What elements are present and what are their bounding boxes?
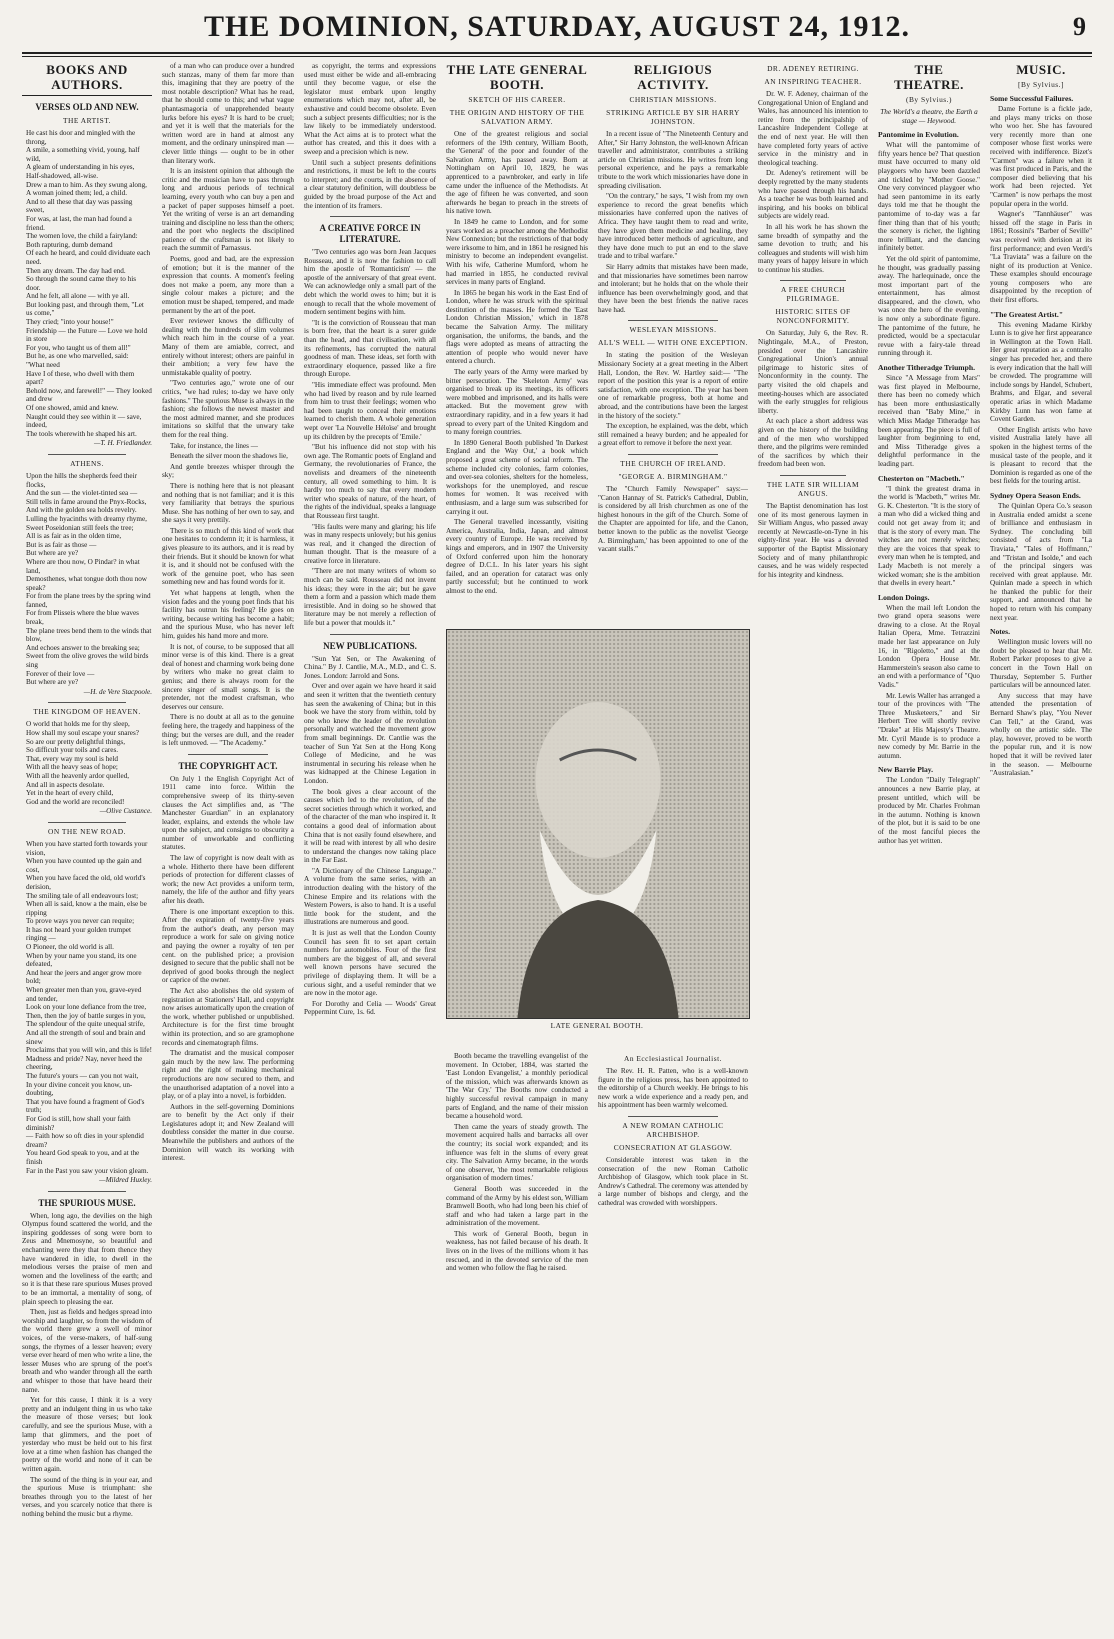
poem-line: Madness and pride? Nay, never heed the cheering, [26,1054,143,1072]
article-dr-adeney [758,90,868,274]
poem-line: When greater men than you, grave-eyed and tender, [26,986,142,1003]
rc-title: A NEW ROMAN CATHOLIC ARCHBISHOP. [622,1120,724,1139]
poem-line: Sweet Poseidonian still feels the tree; [26,523,134,532]
poem-signature: —T. H. Friedlander. [94,439,152,448]
poem-kingdom [22,720,152,806]
theatre-section-title: Another Titheradge Triumph. [878,363,975,373]
article-roman-catholic-archbishop [598,1156,748,1208]
article-paragraph: "It is the conviction of Rousseau that man is born free, that the heart is a surer guide than the head, and that civilisation, with all its refinements, has corrupted the natural goodness of man. These ideas, set forth with extraordinary eloquence, passed like a fire through Europe. [304,318,436,379]
adeney-title: DR. ADENEY RETIRING. [767,64,859,73]
article-paragraph: "On the contrary," he says, "I wish from my own experience to record the great benefits which missionaries have conferred upon the natives of Africa. They have taught them to read and write, they have given them medicine and healing, they have introduced better methods of agriculture, and they have done much to put an end to the slave trade and to tribal warfare." [598,192,748,261]
poem-line: All is as fair as in the olden time, [26,532,122,541]
article-paragraph: Dr. W. F. Adeney, chairman of the Congregational Union of England and Wales, has announced his intention to retire from the principalship of Lancashire Independent College at the end of next year. He will then have completed forty years of active service in the ministry and in theological teaching. [758,90,868,167]
article-continued-text [304,62,436,210]
article-paragraph: Booth became the travelling evangelist of the movement. In October, 1884, was started the 'East London Evangelist,' a monthly periodical of the mission, which was afterwards known as 'The War Cry.' The Booths now conducted a highly successful revival campaign in many parts of England, and the name of their mission became a household word. [446,1052,588,1121]
article-paragraph: The dramatist and the musical composer gain much by the new law. The performing right and the right of making mechanical reproductions are now secured to them, and the unauthorised adaptation of a novel into a play, or of a play into a novel, is forbidden. [162,1049,294,1101]
poem-line: "What need [26,361,60,370]
article-paragraph: On July 1 the English Copyright Act of 1911 came into force. Within the comprehensive sweep of its thirty-seven clauses the Act simplifies and, as "The Manchester Guardian" in an explanatory leader, explains, and extends the whole law upon the subject, and consigns to obscurity a number of unworkable and conflicting statutes. [162,774,294,852]
theatre-section-title: London Doings. [878,592,930,602]
column-music [990,62,1092,1627]
music-paragraph: Any success that may have attended the presentation of Bernard Shaw's play, "You Never Can Tell," at the Grand, was wholly on the artistic side. The play, however, proved to be worth the popular run, and it is now hoped that it will be revived later in the season. — Melbourne "Australasian." [990,691,1092,778]
adeney-subtitle: AN INSPIRING TEACHER. [764,77,862,86]
article-paragraph: In stating the position of the Wesleyan Missionary Society at a great meeting in the Albert Hall, London, the Rev. W. Hartley said:— "The report of the position this year is a report of entire satisfaction, with one exception. The year has been one of remarkable progress, both at home and abroad, and the contributions have been the largest in the history of the society." [598,351,748,420]
ireland-title: THE CHURCH OF IRELAND. [620,459,726,468]
poem-line: And to all these that day was passing sweet, [26,197,133,215]
music-section-title: Some Successful Failures. [990,94,1074,103]
poem-line: That, every way my soul is held [26,754,119,763]
article-paragraph: The sound of the thing is in your ear, and the spurious Muse is triumphant: she breathes through you to the latest of her verses, and you scarcely notice that there is nothing behind the music but a rhyme. [22,1475,152,1518]
journalist-title: An Ecclesiastical Journalist. [623,1054,723,1063]
masthead-title: THE DOMINION, SATURDAY, AUGUST 24, 1912. [204,10,910,43]
poem-title-artist: THE ARTIST. [62,116,112,125]
poem-line: The splendour of the quite unequal strife, [26,1020,145,1029]
poem-line: The smiling tale of all endeavours lost; [26,891,139,900]
poem-line: When you have started forth towards your vision, [26,839,148,857]
column-books-continued [162,62,294,1627]
poem-line: Half-shadowed, all-wise. [26,171,99,180]
article-free-church-pilgrimage [758,329,868,469]
music-sections [990,94,1092,778]
poem-line: A smile, a something vivid, young, half wild, [26,146,140,163]
article-paragraph: "Two centuries ago was born Jean Jacques Rousseau, and it is now the fashion to call him the apostle of 'Romanticism' — the apostle of the anniversary of that great event. We can acknowledge only a small part of the debt which the world owes to him; but it is enough to recall that the whole movement of modern sentiment begins with him. [304,248,436,317]
poem-signature: —Olive Custance. [99,807,152,816]
article-paragraph: "There are not many writers of whom so much can be said. Rousseau did not invent his ideas; they were in the air; but he gave them a form and a passion which made them irresistible. And in doing so he showed that literature may be not merely a reflection of life but a power that moulds it." [304,567,436,628]
poem-line: Drew a man to him. As they swung along, [26,180,147,189]
poem-line: You heard God speak to you, and at the finish [26,1149,140,1166]
article-paragraph: The Baptist denomination has lost one of its most generous laymen in Sir William Angus, who passed away recently at Newcastle-on-Tyne in his eighty-first year. He was a devoted supporter of the Baptist Missionary Society and of many philanthropic causes, and he was widely respected for his integrity and kindness. [758,501,868,579]
article-copyright-act [162,775,294,1163]
article-paragraph: General Booth was succeeded in the command of the Army by his eldest son, William Bramwell Booth, who had long been his chief of staff and who had taken a large part in the administration of the movement. [446,1184,588,1228]
article-paragraph: The Rev. H. R. Patten, who is a well-known figure in the religious press, has been appointed to the editorship of a Church weekly. He brings to his new work a wide experience and a ready pen, and his appointment has been warmly welcomed. [598,1067,748,1110]
poem-line: A gleam of understanding in his eyes, [26,163,135,172]
article-paragraph: There is so much of this kind of work that one hesitates to condemn it; it is harmless, it gives pleasure to its authors, and it is read by their friends. But it should be known for what it is, and it should not be confused with the work of the genuine poet, who has seen something new and has found words for it. [162,526,294,587]
theatre-sections [878,130,980,845]
music-paragraph: Dame Fortune is a fickle jade, and plays many tricks on those who woo her. She has favoured very recently more than one composer whose first works were received with indifference. Bizet's "Carmen" was a failure when it was first produced in Paris, and the composer died believing that his work had been rejected. Yet "Carmen" is now perhaps the most popular opera in the world. [990,105,1092,208]
religious-heading: RELIGIOUS ACTIVITY. [633,62,713,92]
article-general-booth [446,130,588,595]
poem-line: To prove ways you never can requite; [26,917,135,926]
poem-line: For from Plisseis where the blue waves break, [26,609,139,627]
booth-caption: LATE GENERAL BOOTH. [550,1021,644,1030]
article-paragraph: Dr. Adeney's retirement will be deeply regretted by the many students who have passed through his hands. As a teacher he was both learned and inspiring, and his books on biblical subjects are widely read. [758,169,868,221]
poem-line: The women love, the child a fairyland: [26,232,138,241]
theatre-paragraph: What will the pantomime of fifty years hence be? That question must have occurred to many old playgoers who have been dazzled and tickled by "Mother Goose." One very convinced playgoer who had seen pantomime in its early days told me that he thought the pantomime of to-day was a far finer thing than that of his youth; the scenery is richer, the lighting more brilliant, and the dancing infinitely better. [878,141,980,253]
poem-line: O Pioneer, the old world is all. [26,943,114,952]
article-paragraph: The "Church Family Newspaper" says:— "Canon Hannay of St. Patrick's Cathedral, Dublin, is considered by all Irish churchmen as one of the highest honours in the gift of the Church. Some of the Chapter are appointed for life, and the Canon, better known to the public as the novelist 'George A. Birmingham,' has been appointed to one of the vacant stalls." [598,485,748,554]
poem-line: Still tells in fame around the Pnyx-Rocks, [26,497,147,506]
poem-line: And all the strength of soul and brain and sinew [26,1029,146,1046]
article-general-booth-continued [446,1052,588,1273]
poem-line: A woman joined them; led, a child. [26,189,128,198]
music-byline: [By Sylvius.] [1018,80,1064,89]
poem-line: They cried; "into your house!" [26,318,114,327]
article-christian-missions [598,130,748,314]
column-booth-lower [446,1052,588,1627]
poem-line: — Faith how so oft dies in your splendid dream? [26,1132,144,1149]
poem-line: But is as fair as those — [26,540,97,549]
angus-title: THE LATE SIR WILLIAM ANGUS. [766,479,860,498]
poem-line: But looking past, and through them, "Let us come," [26,300,144,318]
poem-line: Lulling the hyacinths with dreamy rhyme, [26,514,147,523]
poem-line: So difficult your toils and cares. [26,746,119,755]
article-sir-william-angus [758,502,868,579]
poem-line: But where are ye? [26,678,79,687]
poem-line: Forever of their love — [26,669,95,678]
column-religious-lower [598,1052,748,1627]
music-paragraph: Other English artists who have visited Australia lately have all spoken in the highest terms of the musical taste of the people, and it is pleasant to record that the Dominion is regarded as one of the best fields for the touring artist. [990,425,1092,486]
poem-line: How shall my soul escape your snares? [26,729,139,737]
missions-title: CHRISTIAN MISSIONS. [629,95,717,104]
theatre-paragraph: "I think the greatest drama in the world is 'Macbeth,'" writes Mr. G. K. Chesterton. "It is the story of a man who did a wicked thing and could not get away from it; and that is the story of every man. The witches are not merely witches; they are the voices that speak to every man when he is tempted, and Lady Macbeth is not merely a wicked woman; she is the ambition that dwells in every heart." [878,484,980,588]
wesleyan-title: WESLEYAN MISSIONS. [629,325,717,335]
article-church-of-ireland [598,485,748,554]
article-paragraph: At each place a short address was given on the history of the building and of the men who worshipped there, and the pilgrims were reminded of the sacrifices by which their freedom had been won. [758,417,868,469]
poem-line: But he, as one who marvelled, said: [26,352,129,361]
article-paragraph: Beneath the silver moon the shadows lie, [170,452,288,461]
poem-line: And with the golden sea holds revelry. [26,506,137,515]
poem-line: He cast his door and mingled with the throng, [26,129,136,146]
article-paragraph: On Saturday, July 6, the Rev. R. Nightingale, M.A., of Preston, presided over the Lancashire Congregational Union's annual pilgrimage to historic sites of Nonconformity in the county. The party visited the old chapels and meeting-houses which are associated with the early struggles for religious liberty. [758,329,868,415]
poem-line: Sweet from the olive groves the wild birds sing [26,652,149,670]
poem-line: The future's yours — can you not wait, [26,1071,139,1080]
article-paragraph: Poems, good and bad, are the expression of emotion; but it is the manner of the expression that counts. A moment's feeling does not make a poem, any more than a single colour makes a picture; and the emotion must be shaped, tempered, and made permanent by the art of the poet. [162,255,294,315]
poem-athens [22,472,152,687]
article-paragraph: The book gives a clear account of the causes which led to the revolution, of the secret societies through which it worked, and of the character of the man who inspired it. It contains a good deal of information about China that is not easily found elsewhere, and it will be read with interest by all who desire to understand the changes now taking place in the Far East. [304,787,436,865]
article-paragraph: "His immediate effect was profound. Men who had lived by reason and by rule learned from him to trust their feelings; women who had been taught to conceal their emotions learned to cherish them. A whole generation wept over 'La Nouvelle Héloïse' and brought up its children by the precepts of 'Emile.' [304,381,436,441]
poem-line: But where are ye? [26,549,79,558]
poem-line: With all the heavy seas of hope; [26,763,118,772]
column-books [22,62,152,1627]
poem-line: For from the plane trees by the spring wind fanned, [26,592,151,609]
article-paragraph: In 1849 he came to London, and for some years worked as a preacher among the Methodist New Connexion; but the restrictions of that body were irksome to him, and in 1861 he resigned his ministry to become an independent evangelist. With his wife, Catherine Mumford, whom he had married in 1855, he conducted revival services in many parts of England. [446,217,588,287]
article-paragraph: "His faults were many and glaring; his life was in many respects unlovely; but his genius was real, and it changed the direction of human thought. That is the measure of a creative force in literature. [304,522,436,565]
poem-line: For was, at last, the man had found a friend. [26,214,132,232]
theatre-paragraph: Since "A Message from Mars" was first played in Melbourne, there has been no comedy which has been more enthusiastically received than "Baby Mine," in which Miss Madge Titheradge has been appearing. The piece is full of laughter from beginning to end, and Miss Titheradge gives a delightful performance in the leading part. [878,374,980,468]
article-paragraph: The early years of the Army were marked by bitter persecution. The 'Skeleton Army' was organised to break up its meetings, its officers were mobbed and imprisoned, and its halls were attacked. But the movement grew with extraordinary rapidity, and in a few years it had spread to every part of the United Kingdom and to many foreign countries. [446,368,588,437]
poem-line: Of each he heard, and could dividuate each need. [26,249,151,266]
booth-heading: THE LATE GENERAL BOOTH. [446,62,588,92]
poem-line: Far in the Past you saw your vision gleam. [26,1166,149,1175]
article-paragraph: The exception, he explained, was the debt, which still remained a heavy burden; and he appealed for a great effort to remove it before the next year. [598,422,748,448]
ireland-subtitle: "GEORGE A. BIRMINGHAM." [618,472,728,481]
poem-line: When all is said, know a the main, else be ripping [26,900,147,917]
article-paragraph: It is an insistent opinion that although the critic and the musician have to pass through long and arduous periods of technical learning, every youth who can buy a pen and a packet of paper supposes himself a poet. Yet the writing of verse is an art demanding training and discipline no less than the others; and the poet who neglects the disciplined patience of the craftsman is not likely to reach the summit of Parnassus. [162,167,294,253]
books-heading: BOOKS AND AUTHORS. [46,62,128,92]
pilgrimage-subtitle: HISTORIC SITES OF NONCONFORMITY. [775,307,851,326]
theatre-byline: (By Sylvius.) [906,95,952,104]
poem-newroad [22,840,152,1175]
article-paragraph: One of the greatest religious and social reformers of the 19th century, William Booth, the 'General' of the poor and founder of the Salvation Army, has passed away. Born at Nottingham on April 10, 1829, he was apprenticed to a pawnbroker, and early in life came under the influence of the Methodists. At the age of fifteen he was converted, and soon afterwards he began to preach in the streets of his native town. [446,130,588,216]
poem-title-kingdom: THE KINGDOM OF HEAVEN. [33,707,141,717]
article-paragraph: In 1890 General Booth published 'In Darkest England and the Way Out,' a book which proposed a great scheme of social reform. The scheme included city colonies, farm colonies, and over-sea colonies, shelters for the homeless, workshops for the unemployed, and rescue homes for women. It was received with enthusiasm, and a large sum was subscribed for carrying it out. [446,438,588,516]
pilgrimage-title: A FREE CHURCH PILGRIMAGE. [781,285,845,304]
article-continued-text [162,62,294,748]
poem-title-athens: ATHENS. [70,458,104,468]
article-paragraph: And gentle breezes whisper through the sky; [162,462,294,480]
poem-artist [22,129,152,438]
article-paragraph: In 1865 he began his work in the East End of London, where he was struck with the spiritual destitution of the masses. He formed the 'East London Christian Mission,' which in 1878 became the Salvation Army. The military organisation, the uniforms, the bands, and the flags were adopted as means of attracting the attention of people who would never have entered a church. [446,288,588,366]
article-paragraph: This work of General Booth, begun in weakness, has not failed because of his death. It lives on in the lives of the millions whom it has rescued, and in the devoted service of the men and women who follow the flag he raised. [446,1229,588,1273]
article-paragraph: There is nothing here that is not pleasant and nothing that is not familiar; and it is this very familiarity that betrays the spurious Muse. She has nothing of her own to say, and she says it very prettily. [162,481,294,525]
article-paragraph: In a recent issue of "The Nineteenth Century and After," Sir Harry Johnston, the well-known African traveller and administrator, contributes a striking article on Christian missions. He writes from long personal experience, and he pays a remarkable tribute to the work which missionaries have done in spreading civilisation. [598,130,748,190]
article-paragraph: Considerable interest was taken in the consecration of the new Roman Catholic Archbishop of Glasgow, which took place in St. Andrew's Cathedral. The ceremony was attended by a large number of bishops and clergy, and the cathedral was crowded with worshippers. [598,1155,748,1207]
poem-line: Naught could they see within it — save, indeed, [26,412,142,430]
poem-line: Upon the hills the shepherds feed their flocks, [26,471,137,489]
article-paragraph: There is no doubt at all as to the genuine feeling here, the tragedy and happiness of the thing; but the verses are dull, and the reader is left unmoved. — "The Academy." [162,713,294,748]
masthead-rule-thin [22,56,1092,57]
poem-signature: —H. de Vere Stacpoole. [83,687,152,696]
poem-line: It has not heard your golden trumpet ringing — [26,925,131,943]
column-religious-continued [758,62,868,1627]
poem-line: The tools wherewith he shaped his art. [26,429,137,438]
article-paragraph: of a man who can produce over a hundred such stanzas, many of them far more than this, imagining that they are poetry of the most notable description? What has he read, that he should come to this; and what vague phantasmagoria of unapprehended beauty lurks before his eyes? It is hard to be cruel; and yet it is well that the materials for the written word are in hand at almost any moment, and the ordinary uninspired man — clever little things — ought to be in other than literary work. [162,62,294,165]
theatre-paragraph: When the mail left London the two grand opera seasons were drawing to a close. At the Royal Italian Opera, Mme. Tetrazzini made her last appearance on July 16, in "Rigoletto," and at the London Opera House Mr. Hammerstein's season also came to an end with a performance of "Quo Vadis." [878,603,980,690]
poem-line: Friendship — the Future — Love we hold in store [26,326,148,344]
poem-line: With all the heavenly ardor quelled, [26,771,130,780]
poem-line: O world that holds me for thy sleep, [26,720,130,729]
rc-subtitle: CONSECRATION AT GLASGOW. [613,1142,733,1152]
theatre-paragraph: The London "Daily Telegraph" announces a new Barrie play, at present untitled, which will be produced by Mr. Charles Frohman in the autumn. Nothing is known of the plot, but it is said to be one of the most fanciful pieces the author has yet written. [878,776,980,845]
spurious-muse-heading: THE SPURIOUS MUSE. [38,1197,136,1208]
article-paragraph: "A Dictionary of the Chinese Language." A volume from the same series, with an introduction dealing with the history of the Chinese Empire and its relations with the Western Powers, is also to hand. It is a useful little book for the student, and the illustrations are numerous and good. [304,866,436,927]
masthead [0,8,1114,48]
column-theatre [878,62,980,1627]
poem-line: For you, who taught us of them all!" [26,343,131,352]
article-creative-force [304,248,436,628]
poem-line: Proclaims that you will win, and this is life! [26,1046,152,1055]
poem-line: Demosthenes, what tongue doth thou now speak? [26,575,147,592]
wesleyan-subtitle: ALL'S WELL — WITH ONE EXCEPTION. [598,338,748,348]
article-paragraph: Take, for instance, the lines — [170,441,258,450]
poem-line: And all in aspects desolate. [26,780,105,789]
poem-line: And hear the jeers and anger grow more bold; [26,968,142,986]
article-paragraph: There is one important exception to this. After the expiration of twenty-five years from the author's death, any person may reproduce a work for sale on giving notice and paying the owner a royalty of ten per cent. on the published price; a provision designed to secure that the public shall not be deprived of good books through the neglect or caprice of the owner. [162,907,294,985]
article-paragraph: Until such a subject presents definitions and restrictions, it must be left to the courts to interpret; and the courts, in the absence of a clear statutory definition, will doubtless be guided by the broad purpose of the Act and the intention of its framers. [304,158,436,210]
theatre-section-title: Chesterton on "Macbeth." [878,473,965,483]
article-paragraph: The Act also abolishes the old system of registration at Stationers' Hall, and copyright now arises automatically upon the creation of the work, whether published or unpublished. Architecture is for the first time brought within its protection, and so are gramophone records and cinematograph films. [162,986,294,1047]
booth-portrait-image [446,629,750,1019]
poem-line: That you have found a fragment of God's truth; [26,1097,145,1115]
music-paragraph: This evening Madame Kirkby Lunn is to give her first appearance in Wellington at the Town Hall. Her great reputation as a contralto singer has preceded her, and there is every indication that the hall will be crowded. The programme will include songs by Handel, Schubert, Brahms, and Elgar, and several operatic arias in which Madame Kirkby Lunn has won fame at Covent Garden. [990,320,1092,424]
article-paragraph: Then came the years of steady growth. The movement acquired halls and barracks all over the country; its social work expanded; and its influence was felt in the slums of every great city. The Salvation Army became, in the words of one observer, 'the most remarkable religious organisation of modern times.' [446,1122,588,1183]
poem-line: Yet in the heart of every child, [26,789,114,798]
masthead-rule [22,52,1092,54]
poem-line: Behold now, and farewell!" — They looked and drew [26,386,152,404]
article-paragraph: For Dorothy and Celia — Woods' Great Peppermint Cure, 1s. 6d. [304,999,436,1017]
copyright-heading: THE COPYRIGHT ACT. [178,760,278,771]
article-paragraph: When, long ago, the devilies on the high Olympus found scattered the world, and the inspiring goddesses of song were born to Zeus and Mnemosyne, so beautiful and enchanting were they that from thence they have wandered in idle, to dwell in the melodious verses the praise of men and women and the loveliness of the earth; and so it is that these rare spurious Muses proved to be an immortal, a mentality of song, of plain speech to pleasing the ear. [22,1211,152,1306]
poem-line: The plane trees bend them to the winds that blow, [26,626,152,644]
article-paragraph: It is not, of course, to be supposed that all minor verse is of this kind. There is a great deal of honest and charming work being done by writers who make no great claim to genius; and there is always room for the sincere singer of small songs. It is the pretender, not the modest craftsman, who deserves our censure. [162,642,294,711]
article-wesleyan-missions [598,351,748,448]
poem-line: In your divine conceit you know, un-doubting, [26,1080,133,1098]
column-literature [304,62,436,1627]
article-paragraph: Over and over again we have heard it said and seen it written that the twentieth century has seen the awakening of China; but in this book we have the story from within, told by one who knew the leader of the revolution personally and watched the movement grow from small beginnings. Dr. Cantlie was the teacher of Sun Yat Sen at the Hong Kong College of Medicine, and he was instrumental in securing his release when he was kidnapped at the Chinese Legation in London. [304,682,436,785]
poem-line: Where are thou now, O Pindar? in what land, [26,557,140,575]
article-paragraph: as copyright, the terms and expressions used must either be wide and all-embracing until they become vague, or else the legislator must embark upon lengthy enumerations which may not, after all, be exhaustive and could become obsolete. Even such a subject presents difficulties; nor is the law likely to be immediately understood. What the Act aims at is to protect what the author has created, and this it does with a sweep and a precision which is new. [304,62,436,156]
poem-line: Look on your lone defiance from the tree, [26,1003,147,1012]
creative-force-heading: A CREATIVE FORCE IN LITERATURE. [319,223,421,245]
poem-signature: —Mildred Huxley. [99,1176,152,1185]
page-number: 9 [1073,12,1086,41]
poem-title-newroad: ON THE NEW ROAD. [48,826,126,836]
poem-line: So are our pretty delightful things, [26,737,126,746]
poem-line: When you have counted up the gain and cost, [26,857,142,874]
article-paragraph: Yet for this cause, I think it is a very pretty and an indulgent thing in us who take the measure of those verses; but look carefully, and see the spurious Muse, with a lamp that glimmers, and the poet of yesterday who must be held out to his first love at a time when fashion has changed the poetry of the world and none of it can be written again. [22,1396,152,1473]
theatre-section-title: Pantomime in Evolution. [878,130,959,140]
theatre-section-title: New Barrie Play. [878,765,934,775]
poem-line: For God is still, how shall your faith diminish? [26,1114,131,1132]
poem-line: God and the world are reconciled! [26,797,125,806]
poem-line: Have I of these, who dwell with them apart? [26,369,135,387]
article-ecclesiastical-journalist [598,1067,748,1110]
article-paragraph: It is just as well that the London County Council has seen fit to set apart certain numbers for automobiles. Four of the first numbers are the biggest of all, and several well known persons have secured the privilege of displaying them. It will be a curious sight, and a useful reminder that we are now in the motor age. [304,929,436,998]
missions-subtitle: STRIKING ARTICLE BY SIR HARRY JOHNSTON. [606,108,740,126]
poem-line: Of one showed, amid and knew. [26,404,119,412]
theatre-motto: The World's a theatre, the Earth a stage — Heywood. [880,108,978,125]
booth-subheading: SKETCH OF HIS CAREER. [468,95,566,104]
booth-subheading-2: THE ORIGIN AND HISTORY OF THE SALVATION ARMY. [449,108,585,126]
article-paragraph: The General travelled incessantly, visiting America, Australia, India, Japan, and almost every country of Europe. He was received by kings and emperors, and in 1907 the University of Oxford conferred upon him the honorary degree of D.C.L. In his later years his sight failed, and an operation for cataract was only partly successful; but he continued to work almost to the end. [446,518,588,595]
article-paragraph: Sir Harry admits that mistakes have been made, and that missionaries have sometimes been narrow and intolerant; but he holds that on the whole their influence has been overwhelmingly good, and that they have been the best friends the native races have had. [598,262,748,314]
poem-line: Then any dream. The day had end. [26,266,126,275]
theatre-paragraph: Yet the old spirit of pantomime, he thought, was gradually passing away. The harlequinade, once the most important part of the entertainment, has almost disappeared, and the clown, who was once the hero of the evening, is now only a subordinate figure. The pantomime of the future, he predicted, would be a spectacular revue with a fairy-tale thread running through it. [878,254,980,358]
poem-line: And echoes answer to the breaking sea; [26,643,140,652]
article-paragraph: In all his work he has shown the same breadth of sympathy and the same devotion to truth; and his colleagues and students will wish him many years of happy leisure in which to continue his studies. [758,222,868,274]
music-section-title: "The Greatest Artist." [990,309,1064,319]
article-paragraph: Yet what happens at length, when the vision fades and the young poet finds that his facility has outrun his feeling? He goes on writing, because writing has become a habit; and the spurious Muse, who has never left him, guides his hand more and more. [162,589,294,640]
poem-line: Both rapturing, dumb demand [26,240,113,249]
article-paragraph: The law of copyright is now dealt with as a whole. Hitherto there have been different periods of protection for different classes of work; the new Act provides a uniform term, namely, the life of the author and fifty years after his death. [162,854,294,906]
music-paragraph: Wagner's "Tannhäuser" was hissed off the stage in Paris in 1861; Rossini's "Barber of Seville" was received with derision at its first performance; and even Verdi's "La Traviata" was a failure on the night of its production at Venice. These examples should encourage young composers who are disappointed by the reception of their first efforts. [990,210,1092,305]
poem-line: So through the sound came they to his door. [26,275,136,292]
music-paragraph: Wellington music lovers will no doubt be pleased to hear that Mr. Robert Parker proposes to give a concert in the Town Hall on Thursday, September 5. Further particulars will be announced later. [990,638,1092,690]
article-paragraph: Then, just as fields and hedges spread into worship and laughter, so from the wisdom of the world there grew a swell of minor voices, of the verse-makers, of half-sung songs, the rhymes of a lesser heaven; every verse ever heard of men who write a line, the lesser Muses who are sprung of the poet's breath and who wander through all the earth and whisper to those that have heard their name. [22,1308,152,1394]
poem-line: And the sun — the violet-tinted sea — [26,489,138,498]
poem-line: Then, then the joy of battle surges in you, [26,1011,146,1020]
theatre-heading: THE THEATRE. [894,62,964,92]
music-section-title: Notes. [990,627,1011,637]
article-paragraph: Authors in the self-governing Dominions are to benefit by the Act only if their Legislatures adopt it; and New Zealand will doubtless consider the matter in due course. Meanwhile the publishers and authors of the Dominion will watch its working with interest. [162,1102,294,1163]
article-paragraph: "Two centuries ago," wrote one of our critics, "we had rules; to-day we have only fashions." The spurious Muse is always in the fashion; she follows the newest master and the most admired manner, and she produces imitations so skilful that the unwary take them for the real thing. [162,379,294,439]
music-paragraph: The Quinlan Opera Co.'s season in Australia ended amidst a scene of brilliance and enthusiasm in Sydney. The concluding bill consisted of acts from "La Traviata," "Tales of Hoffmann," and "Tristan and Isolde," and each of the principal singers was received with great applause. Mr. Quinlan made a speech in which he thanked the public for their support, and announced that he hoped to return with his company next year. [990,501,1092,622]
article-spurious-muse [22,1212,152,1519]
music-section-title: Sydney Opera Season Ends. [990,490,1081,500]
booth-portrait-block [446,625,748,1045]
poem-line: When by your name you stand, its one defeated, [26,951,137,969]
article-paragraph: "Sun Yat Sen, or The Awakening of China." By J. Cantlie, M.A., M.D., and C. S. Jones. London: Jarrold and Sons. [304,654,436,680]
poem-line: And he felt, all alone — with ye all. [26,292,130,301]
article-new-publications [304,655,436,1017]
new-publications-heading: NEW PUBLICATIONS. [323,640,417,651]
article-paragraph: "But his influence did not stop with his own age. The Romantic poets of England and Germany, the revolutionaries of France, the novelists and dreamers of the nineteenth century, all owed something to him. It is hardly too much to say that every modern writer who speaks of nature, of the heart, of the rights of the individual, speaks a language that Rousseau first taught. [304,443,436,520]
theatre-paragraph: Mr. Lewis Waller has arranged a tour of the provinces with "The Three Musketeers," and Sir Herbert Tree will shortly revive "Drake" at His Majesty's Theatre. Mr. Cyril Maude is to produce a new comedy by Mr. Barrie in the autumn. [878,691,980,760]
verses-heading: VERSES OLD AND NEW. [35,102,139,112]
poem-line: When you have faced the old, old world's derision, [26,874,146,891]
music-heading: MUSIC. [1016,62,1066,77]
article-paragraph: Ever reviewer knows the difficulty of dealing with the hundreds of slim volumes which reach him in the course of a year. Many of them are amiable, correct, and entirely without interest; others are painful in their ambition; a very few have the unmistakable quality of poetry. [162,317,294,377]
